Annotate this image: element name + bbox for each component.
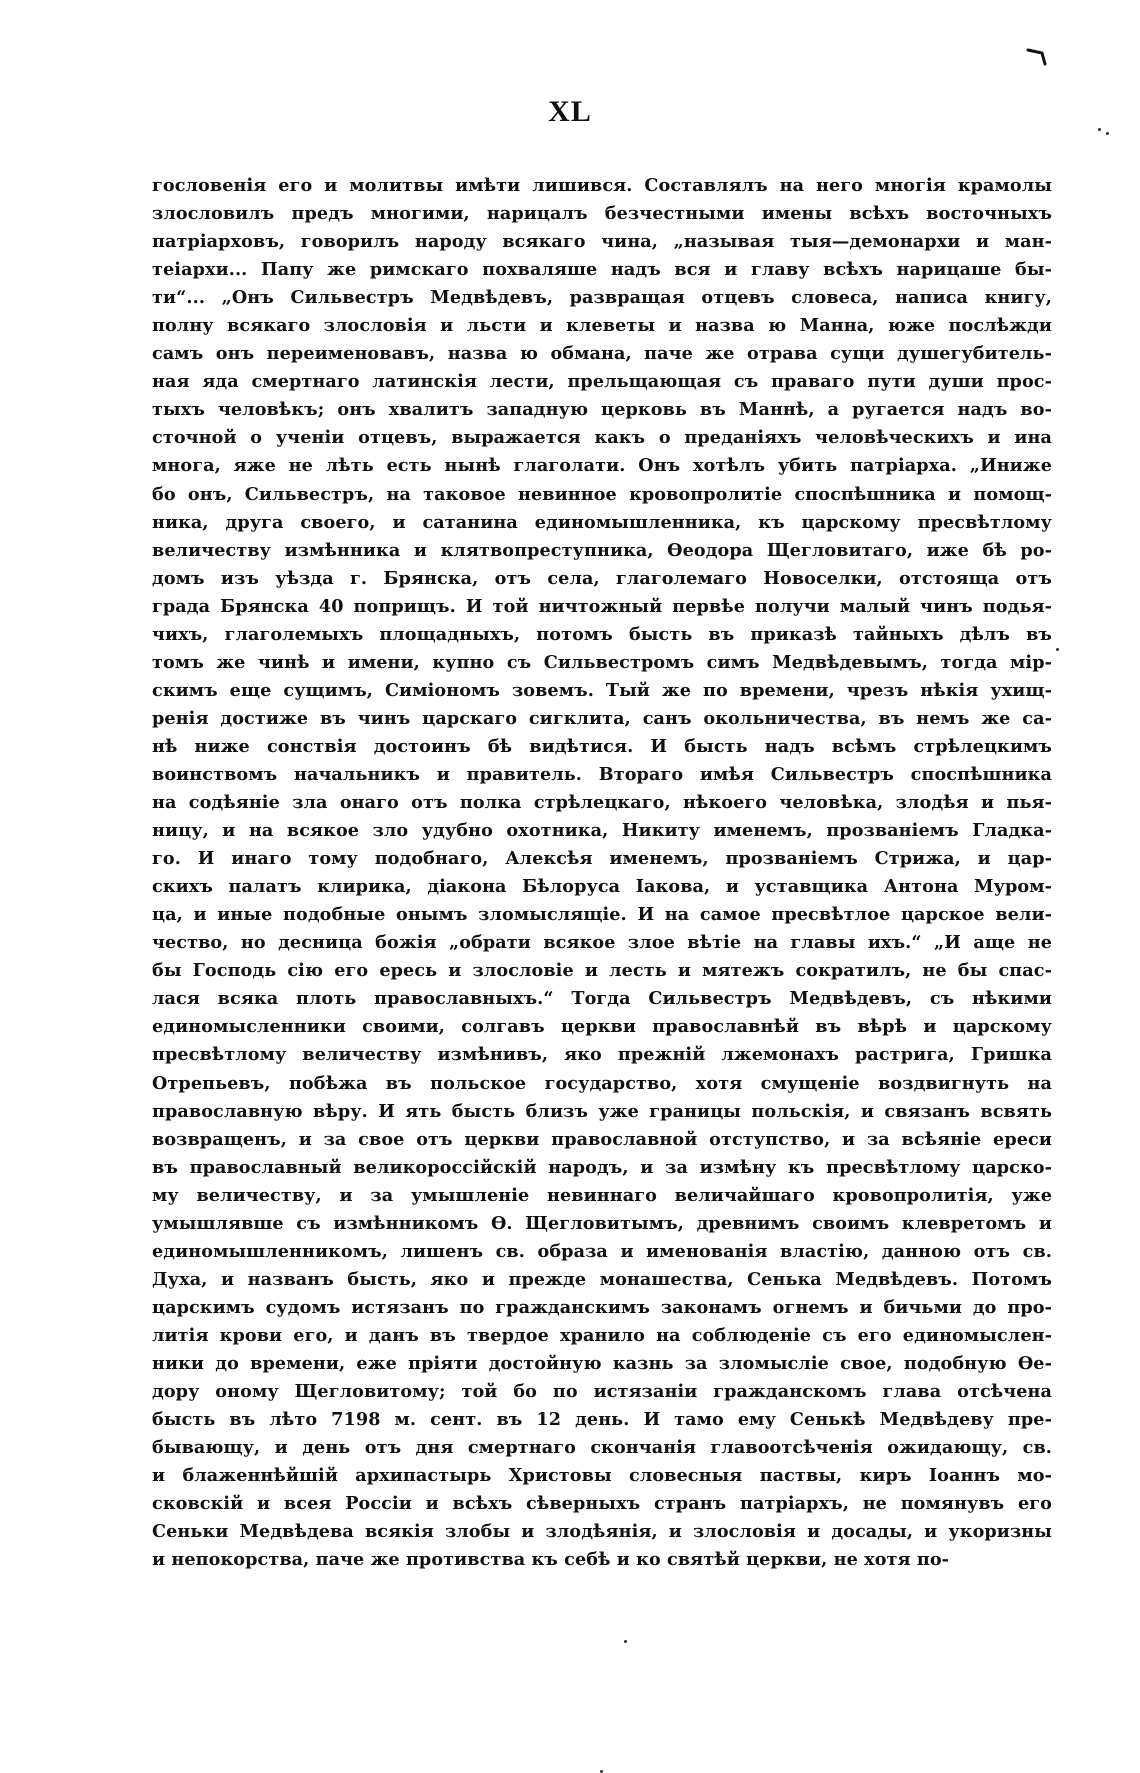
text-line: лася всяка плоть православныхъ.“ Тогда Сильвестръ Медвѣдевъ, съ нѣкими — [152, 988, 1052, 1010]
text-line: гословенія его и молитвы имѣти лишився. Составлялъ на него многія крамолы — [152, 175, 1052, 196]
text-line: бы Господь сію его ересь и злословіе и лесть и мятежъ сократилъ, не бы спас- — [152, 960, 1052, 982]
print-speck — [1056, 648, 1059, 651]
text-line: полну всякаго злословія и льсти и клеветы и назва ю Манна, юже послѣжди — [152, 315, 1052, 337]
page-number: XL — [548, 95, 592, 128]
print-speck — [624, 1640, 627, 1643]
text-line: скимъ еще сущимъ, Симіономъ зовемъ. Тый же по времени, чрезъ нѣкія ухищ- — [152, 679, 1052, 701]
text-line: дору оному Щегловитому; той бо по истязаніи гражданскомъ глава отсѣчена — [152, 1381, 1052, 1403]
print-speck — [1098, 128, 1101, 131]
text-line: сточной о ученіи отцевъ, выражается какъ о преданіяхъ человѣческихъ и ина — [152, 427, 1052, 449]
text-line: домъ изъ уѣзда г. Брянска, отъ села, глаголемаго Новоселки, отстояща отъ — [152, 567, 1052, 589]
text-line: злословилъ предъ многими, нарицалъ безчестными имены всѣхъ восточныхъ — [152, 203, 1052, 225]
text-line: чихъ, глаголемыхъ площадныхъ, потомъ бысть въ приказѣ тайныхъ дѣлъ въ — [152, 623, 1052, 645]
text-line: православную вѣру. И ять бысть близъ уже границы польскія, и связанъ всвять — [152, 1100, 1052, 1122]
text-line: величеству измѣнника и клятвопреступника, Ѳеодора Щегловитаго, иже бѣ ро- — [152, 539, 1052, 561]
text-line: и блаженнѣйшій архипастырь Христовы словесныя паствы, киръ Іоаннъ мо- — [152, 1465, 1052, 1487]
text-line: царскимъ судомъ истязанъ по гражданскимъ законамъ огнемъ и бичьми до про- — [152, 1296, 1052, 1318]
text-line: Сеньки Медвѣдева всякія злобы и злодѣянія, и злословія и досады, и укоризны — [152, 1521, 1052, 1543]
text-line: пресвѣтлому величеству измѣнивъ, яко прежній лжемонахъ растрига, Гришка — [152, 1044, 1052, 1066]
text-line: ца, и иные подобные онымъ зломыслящіе. И на самое пресвѣтлое царское вели- — [152, 904, 1052, 926]
text-line: чество, но десница божія „обрати всякое злое вѣтіе на главы ихъ.“ „И аще не — [152, 932, 1052, 954]
text-line: томъ же чинѣ и имени, купно съ Сильвестромъ симъ Медвѣдевымъ, тогда мір- — [152, 651, 1052, 673]
text-line: умышлявше съ измѣнникомъ Ѳ. Щегловитымъ, древнимъ своимъ клевретомъ и — [152, 1212, 1052, 1234]
text-line: и непокорства, паче же противства къ себѣ и ко святѣй церкви, не хотя по- — [152, 1549, 950, 1571]
text-line: на содѣяніе зла онаго отъ полка стрѣлецкаго, нѣкоего человѣка, злодѣя и пья- — [152, 792, 1052, 814]
body-text — [152, 172, 1052, 1574]
text-line: му величеству, и за умышленіе невиннаго величайшаго кровопролитія, уже — [152, 1184, 1052, 1206]
print-speck — [1106, 132, 1109, 135]
text-line: бо онъ, Сильвестръ, на таковое невинное кровопролитіе споспѣшника и помощ- — [152, 483, 1052, 505]
text-line: Отрепьевъ, побѣжа въ польское государство, хотя смущеніе воздвигнуть на — [152, 1072, 1052, 1094]
text-line: самъ онъ переименовавъ, назва ю обмана, паче же отрава сущи душегубитель- — [152, 343, 1052, 365]
text-line: многа, яже не лѣть есть нынѣ глаголати. Онъ хотѣлъ убить патріарха. „Иниже — [152, 455, 1052, 477]
text-line: го. И инаго тому подобнаго, Алексѣя именемъ, прозваніемъ Стрижа, и цар- — [152, 848, 1052, 870]
text-line: скихъ палатъ клирика, діакона Бѣлоруса Іакова, и уставщика Антона Муром- — [152, 876, 1052, 898]
text-line: бывающу, и день отъ дня смертнаго скончанія главоотсѣченія ожидающу, св. — [152, 1437, 1052, 1459]
text-line: сковскій и всея Россіи и всѣхъ сѣверныхъ странъ патріархъ, не помянувъ его — [152, 1493, 1052, 1515]
text-line: воинствомъ начальникъ и правитель. Втораго имѣя Сильвестръ споспѣшника — [152, 763, 1052, 785]
text-line: ренія достиже въ чинъ царскаго сигклита, санъ окольничества, въ немъ же са- — [152, 707, 1052, 729]
text-line: Духа, и названъ бысть, яко и прежде монашества, Сенька Медвѣдевъ. Потомъ — [152, 1268, 1052, 1290]
text-line: нѣ ниже сонствія достоинъ бѣ видѣтися. И бысть надъ всѣмъ стрѣлецкимъ — [152, 735, 1052, 757]
text-line: ника, друга своего, и сатанина единомышленника, къ царскому пресвѣтлому — [152, 511, 1052, 533]
text-line: патріарховъ, говорилъ народу всякаго чина, „называя тыя—демонархи и ман- — [152, 231, 1052, 253]
text-line: града Брянска 40 поприщъ. И той ничтожный первѣе получи малый чинъ подья- — [152, 595, 1052, 617]
text-line: возвращенъ, и за свое отъ церкви православной отступство, и за всѣяніе ереси — [152, 1128, 1052, 1150]
text-line: единомысленники своими, солгавъ церкви православнѣй въ вѣрѣ и царскому — [152, 1016, 1052, 1038]
corner-mark-icon — [1026, 46, 1048, 68]
text-line: ти“... „Онъ Сильвестръ Медвѣдевъ, развращая отцевъ словеса, написа книгу, — [152, 287, 1052, 309]
text-line: въ православный великороссійскій народъ, и за измѣну къ пресвѣтлому царско- — [152, 1156, 1052, 1178]
text-line: ная яда смертнаго латинскія лести, прельщающая съ праваго пути души прос- — [152, 371, 1052, 393]
text-line: бысть въ лѣто 7198 м. сент. въ 12 день. И тамо ему Сенькѣ Медвѣдеву пре- — [152, 1409, 1052, 1431]
text-line: литія крови его, и данъ въ твердое хранило на соблюденіе съ его единомыслен- — [152, 1324, 1052, 1346]
text-line: теіархи... Папу же римскаго похваляше надъ вся и главу всѣхъ нарицаше бы- — [152, 259, 1052, 281]
text-line: тыхъ человѣкъ; онъ хвалитъ западную церковь въ Маннѣ, а ругается надъ во- — [152, 399, 1052, 421]
text-line: единомышленникомъ, лишенъ св. образа и именованія властію, данною отъ св. — [152, 1240, 1052, 1262]
text-line: ницу, и на всякое зло удубно охотника, Никиту именемъ, прозваніемъ Гладка- — [152, 820, 1052, 842]
text-line: ники до времени, еже пріяти достойную казнь за зломысліе свое, подобную Ѳе- — [152, 1352, 1052, 1374]
